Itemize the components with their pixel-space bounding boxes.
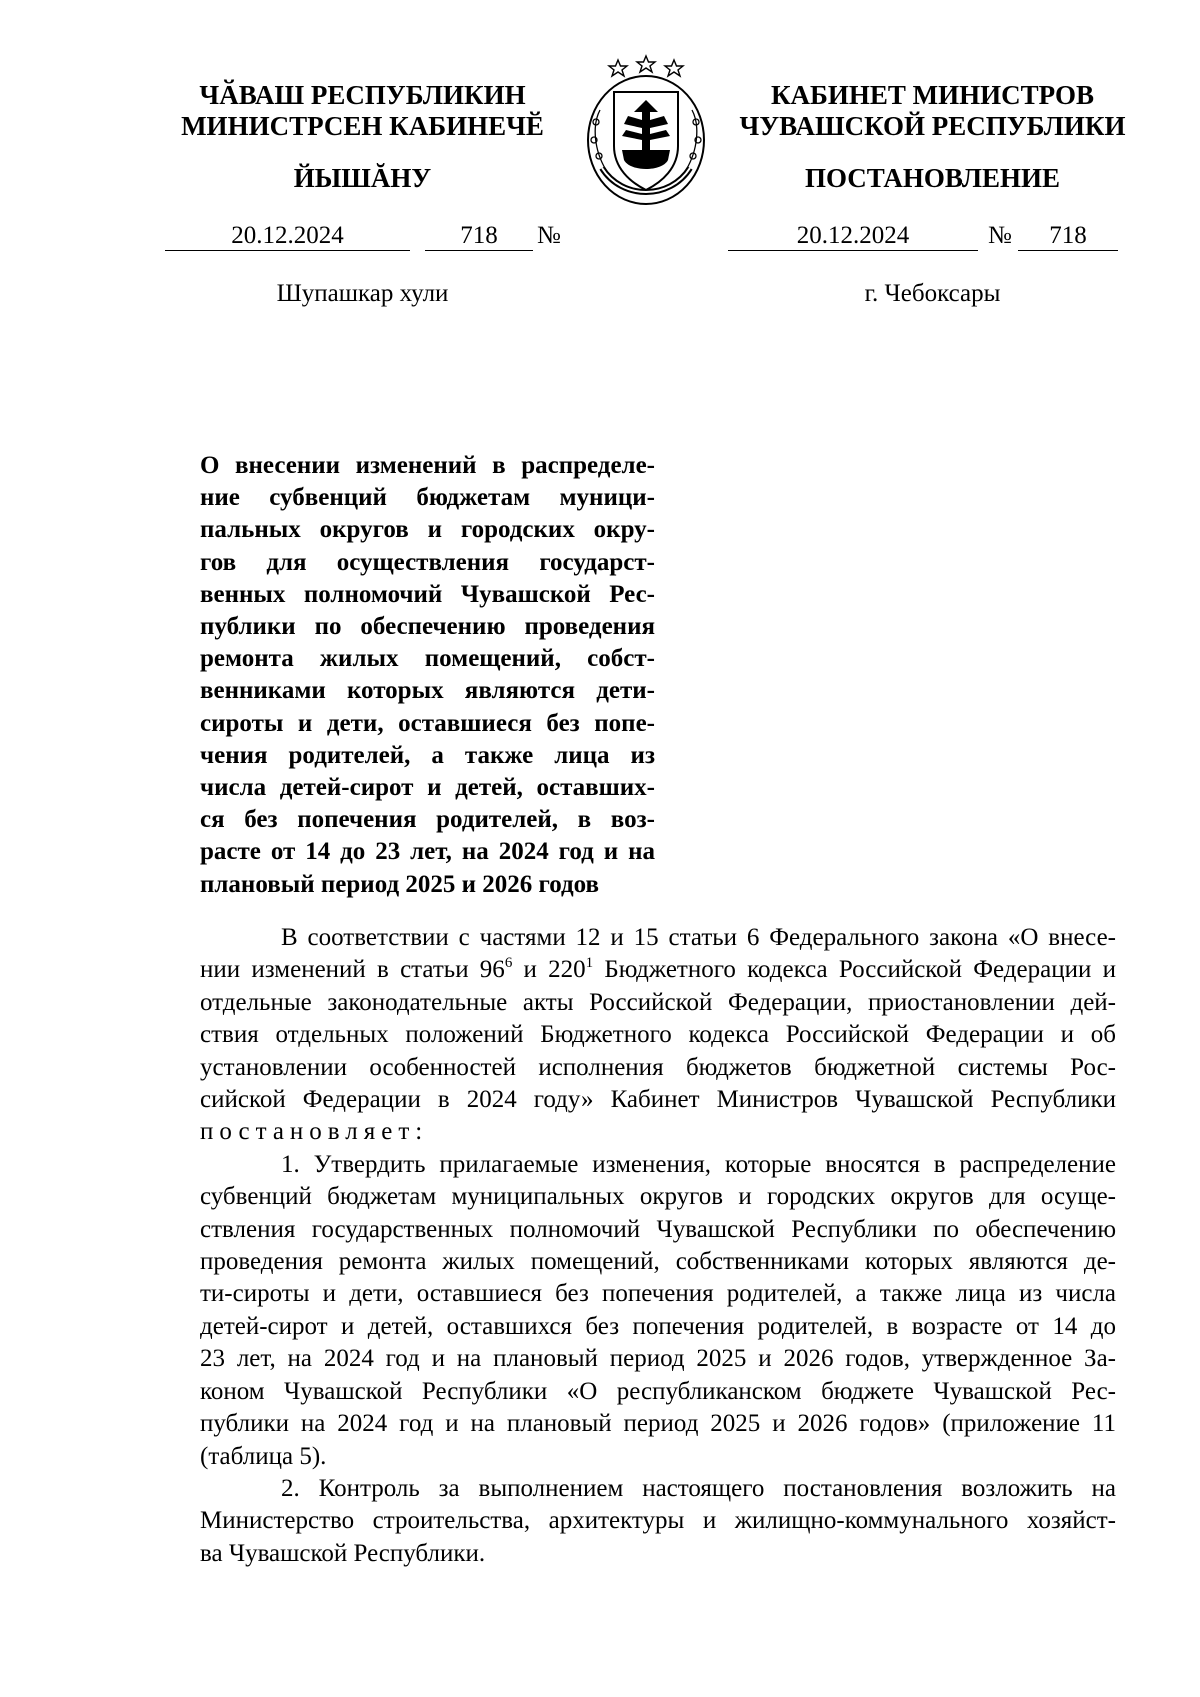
doctype-left: ЙЫШĂНУ: [293, 163, 432, 193]
body-line: Министерство строительства, архитектуры и жилищно-коммунального хозяйст-: [200, 1507, 1116, 1535]
body-line: коном Чувашской Республики «О республиканском бюджете Чувашской Рес-: [200, 1377, 1116, 1405]
body-line: ствия отдельных положений Бюджетного кодекса Российской Федерации и об: [200, 1021, 1116, 1049]
body-line: детей-сирот и детей, оставшихся без попечения родителей, в возрасте от 14 до: [200, 1312, 1116, 1340]
title-line: ремонта жилых помещений, собст-: [200, 645, 655, 673]
header-left: [160, 80, 565, 142]
title-line: чения родителей, а также лица из: [200, 741, 655, 769]
paragraph-item-2: [200, 1473, 1116, 1570]
body-line: 1. Утвердить прилагаемые изменения, которые вносятся в распределение: [281, 1150, 1116, 1178]
superscript: 6: [504, 955, 513, 972]
title-line: числа детей-сирот и детей, оставших-: [200, 774, 655, 802]
header-left-line1: ЧӐВАШ РЕСПУБЛИКИН: [199, 80, 526, 110]
document-title: [200, 450, 655, 901]
body-line: отдельные законодательные акты Российской Федерации, приостановлении дей-: [200, 988, 1116, 1016]
title-line: расте от 14 до 23 лет, на 2024 год и на: [200, 838, 655, 866]
body-text: и 220: [512, 956, 586, 984]
body-line: публики на 2024 год и на плановый период 2025 и 2026 годов» (приложение 11: [200, 1410, 1116, 1438]
title-line: плановый период 2025 и 2026 годов: [200, 870, 600, 898]
paragraph-item-1: [200, 1149, 1116, 1473]
body-line: [200, 954, 1116, 986]
number-sign-right: №: [988, 222, 1012, 249]
body-line: проведения ремонта жилых помещений, собственниками которых являются де-: [200, 1248, 1116, 1276]
header-left-line2: МИНИСТРСЕН КАБИНЕЧӖ: [181, 111, 544, 141]
title-line: пальных округов и городских окру-: [200, 516, 655, 544]
header-right: [725, 80, 1140, 142]
body-line: ти-сироты и дети, оставшиеся без попечения родителей, а также лица из числа: [200, 1280, 1116, 1308]
body-line: 23 лет, на 2024 год и на плановый период 2025 и 2026 годов, утвержденное За-: [200, 1345, 1116, 1373]
body-line: 2. Контроль за выполнением настоящего постановления возложить на: [281, 1474, 1116, 1502]
doctype-right: ПОСТАНОВЛЕНИЕ: [804, 163, 1061, 193]
title-line: ся без попечения родителей, в воз-: [200, 806, 655, 834]
document-body: [200, 922, 1116, 1570]
title-line: венниками которых являются дети-: [200, 677, 655, 705]
body-line: (таблица 5).: [200, 1442, 327, 1470]
number-line-left: [165, 222, 565, 252]
body-line: В соответствии с частями 12 и 15 статьи 6 Федерального закона «О внесе-: [281, 924, 1116, 951]
body-line: установлении особенностей исполнения бюджетов бюджетной системы Рос-: [200, 1053, 1116, 1081]
number-line-right: [728, 222, 1128, 252]
place-right: г. Чебоксары: [864, 280, 1001, 307]
date-left: 20.12.2024: [165, 222, 410, 251]
body-text: Бюджетного кодекса Российской Федерации и: [593, 956, 1116, 984]
title-line: ние субвенций бюджетам муници-: [200, 484, 655, 512]
title-line: гов для осуществления государст-: [200, 548, 655, 576]
number-right: 718: [1018, 222, 1118, 251]
body-line: субвенций бюджетам муниципальных округов и городских округов для осуще-: [200, 1183, 1116, 1211]
body-line: ствления государственных полномочий Чувашской Республики по обеспечению: [200, 1215, 1116, 1243]
body-line: ва Чувашской Республики.: [200, 1539, 486, 1567]
number-sign-left: №: [537, 222, 561, 249]
header-right-line1: КАБИНЕТ МИНИСТРОВ: [770, 80, 1095, 110]
title-line: сироты и дети, оставшиеся без попе-: [200, 709, 655, 737]
title-line: публики по обеспечению проведения: [200, 613, 655, 641]
header-right-line2: ЧУВАШСКОЙ РЕСПУБЛИКИ: [739, 111, 1126, 141]
body-text: нии изменений в статьи 96: [200, 956, 505, 984]
title-line: О внесении изменений в распределе-: [200, 452, 655, 479]
paragraph-preamble: [200, 922, 1116, 1149]
title-line: венных полномочий Чувашской Рес-: [200, 580, 655, 608]
number-left: 718: [425, 222, 533, 251]
place-left: Шупашкар хули: [276, 280, 449, 307]
chuvash-republic-emblem-icon: [572, 50, 720, 210]
body-line: сийской Федерации в 2024 году» Кабинет Министров Чувашской Республики: [200, 1086, 1116, 1114]
superscript: 1: [585, 955, 594, 972]
resolves-word: постановляет:: [200, 1118, 429, 1146]
date-right: 20.12.2024: [728, 222, 978, 251]
